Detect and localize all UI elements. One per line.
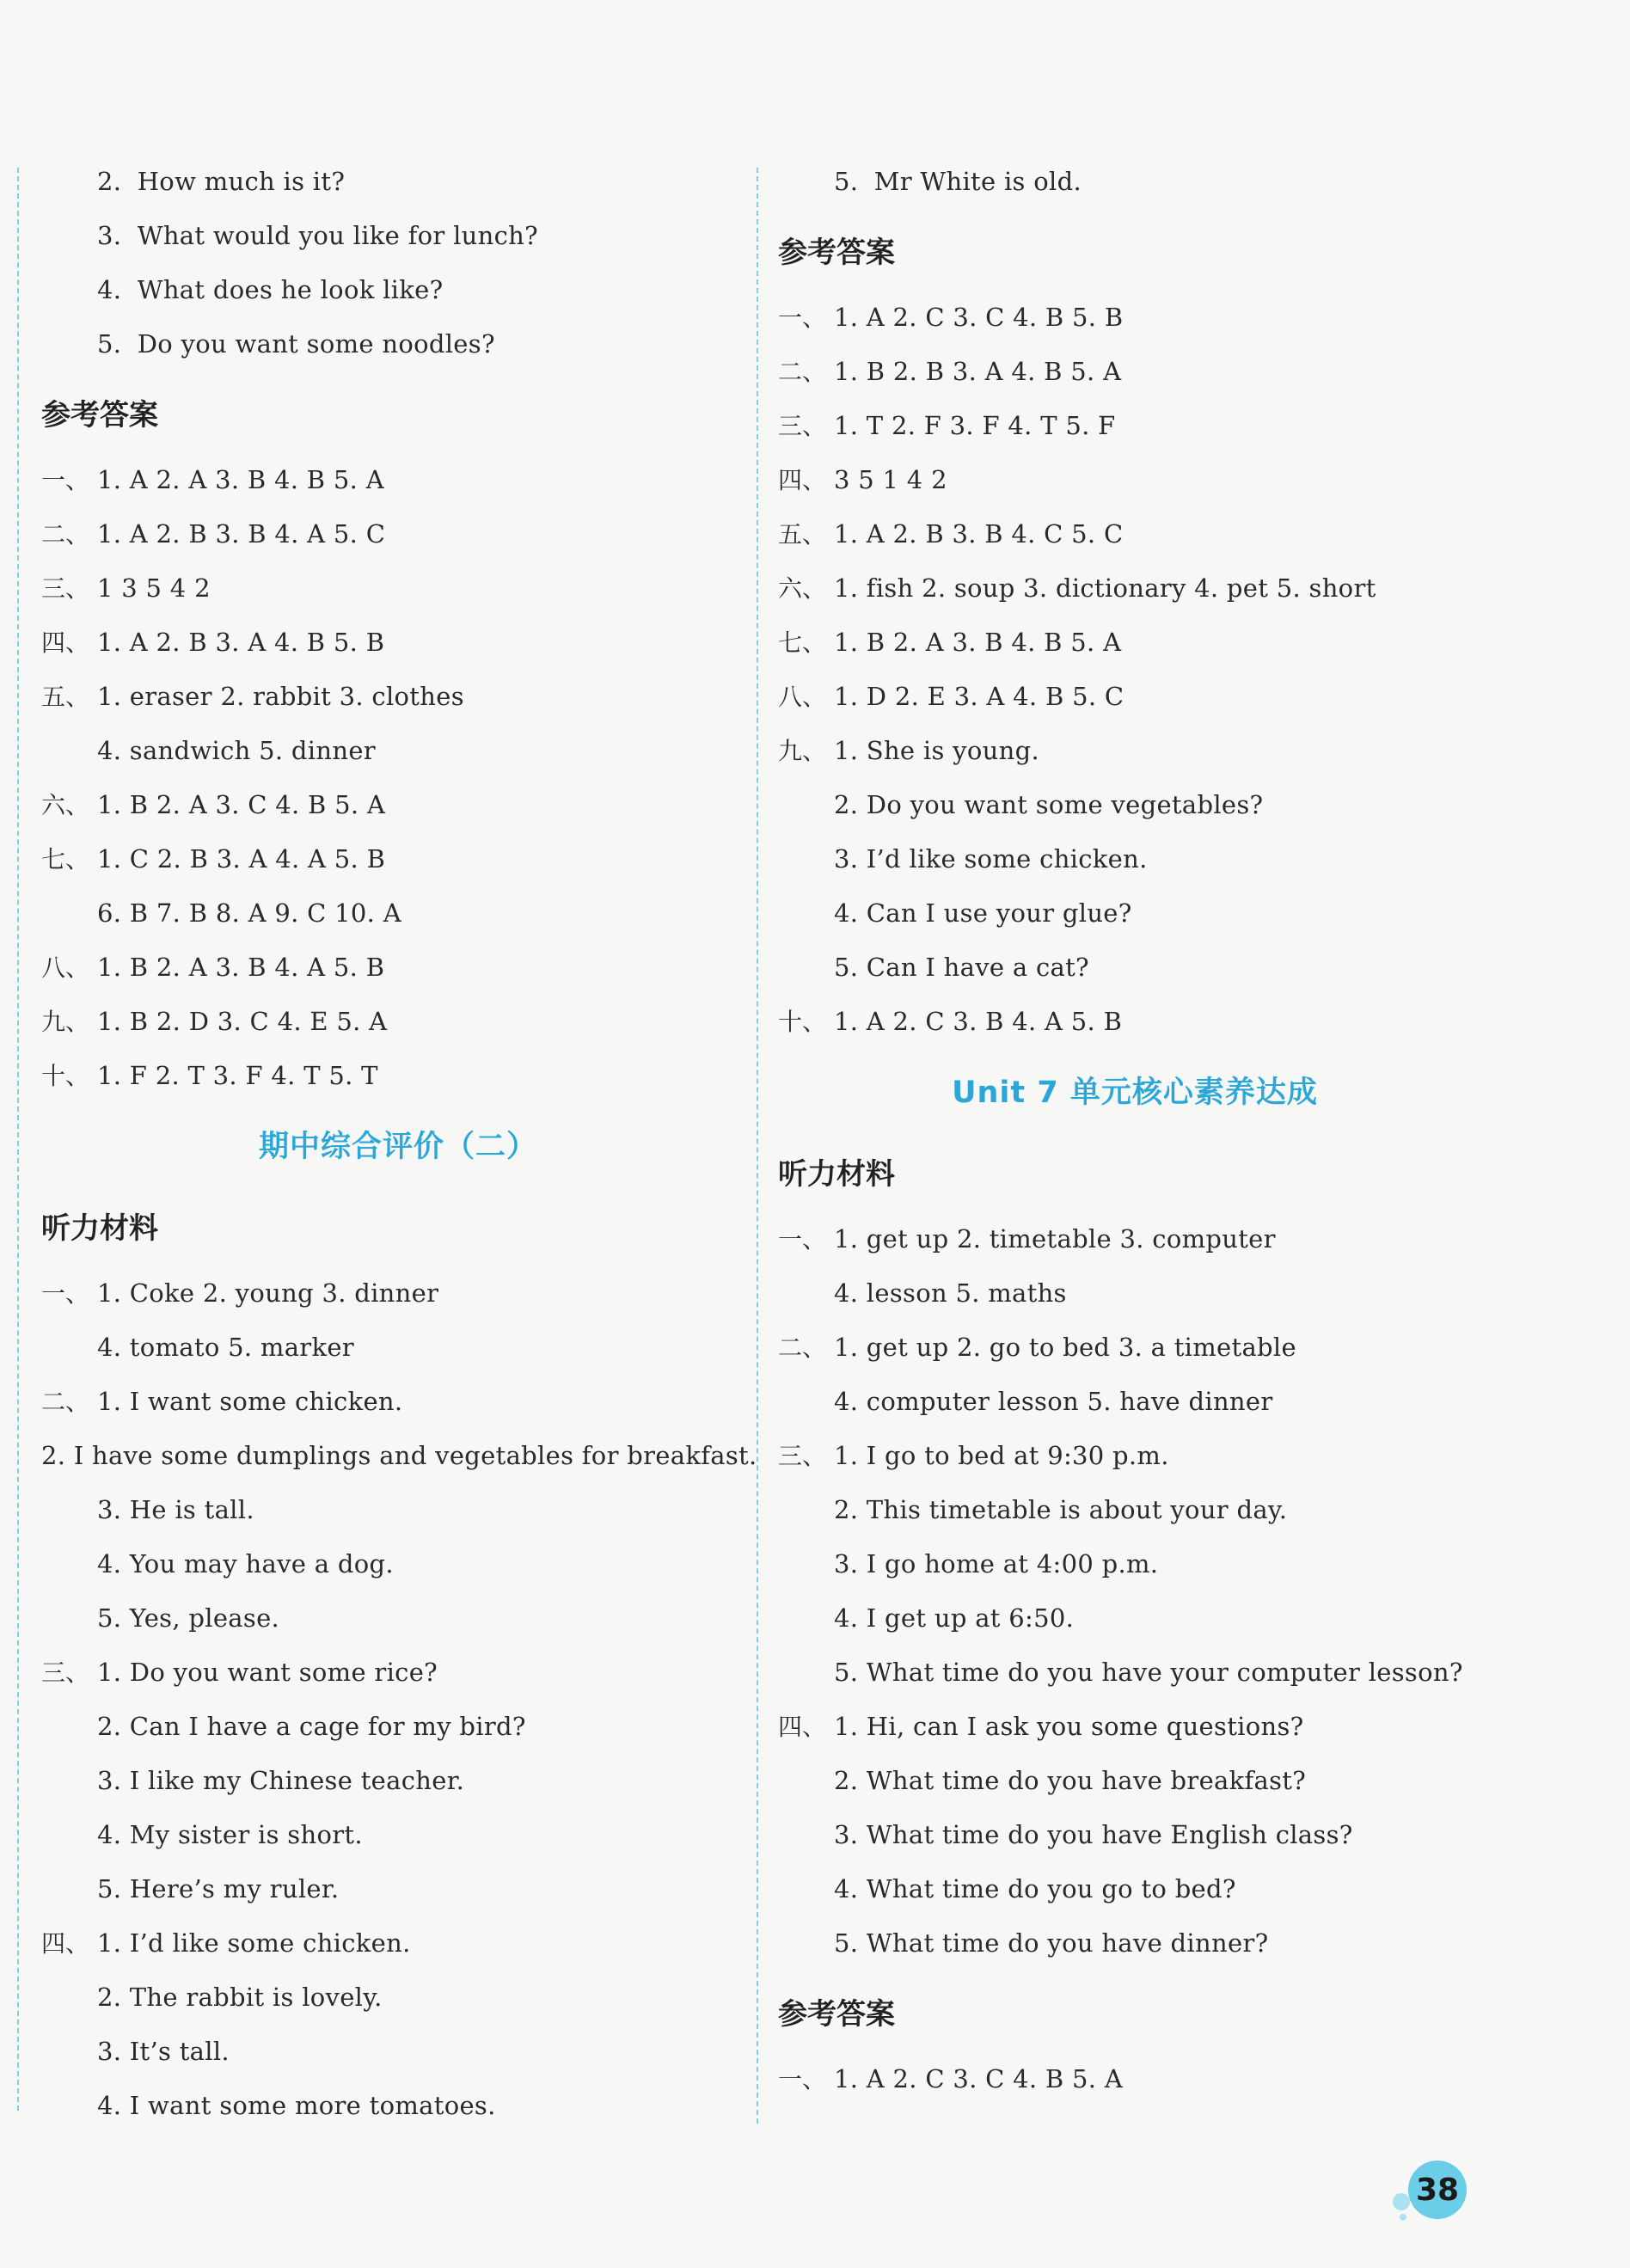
listening-row: 4. You may have a dog.: [97, 1549, 394, 1578]
answer-row: 一、 1. A 2. C 3. C 4. B 5. B: [778, 303, 1124, 332]
right-answers: [778, 291, 1492, 1049]
listening-row: 2. I have some dumplings and vegetables for breakfast.: [41, 1441, 757, 1470]
answer-row: 三、 1. T 2. F 3. F 4. T 5. F: [778, 411, 1116, 440]
listening-row: 5. What time do you have your computer lesson?: [834, 1658, 1463, 1687]
left-margin-rule: [17, 168, 19, 2111]
answer-row: 二、 1. B 2. B 3. A 4. B 5. A: [778, 357, 1122, 386]
page-number: 38: [1408, 2161, 1467, 2219]
listening-row: 4. I get up at 6:50.: [834, 1603, 1075, 1633]
answers-heading: 参考答案: [778, 236, 895, 270]
answer-row: 四、 1. A 2. B 3. A 4. B 5. B: [41, 628, 385, 657]
answer-row: 3. I’d like some chicken.: [834, 844, 1148, 873]
listening-row: 三、 1. I go to bed at 9:30 p.m.: [778, 1441, 1169, 1470]
listening-row: 4. lesson 5. maths: [834, 1278, 1067, 1308]
answer-row: 七、 1. B 2. A 3. B 4. B 5. A: [778, 628, 1122, 657]
left-listening: [41, 1266, 755, 2133]
left-column: [41, 155, 755, 2133]
right-listening: [778, 1212, 1492, 1971]
listening-row: 二、 1. get up 2. go to bed 3. a timetable: [778, 1333, 1296, 1362]
listening-heading: 听力材料: [41, 1211, 158, 1246]
listening-row: 4. computer lesson 5. have dinner: [834, 1387, 1273, 1416]
answer-row: 一、 1. A 2. A 3. B 4. B 5. A: [41, 465, 384, 494]
answer-row: 4. sandwich 5. dinner: [97, 736, 376, 765]
list-item: 3. What would you like for lunch?: [97, 221, 538, 250]
right-answers-2: [778, 2052, 1492, 2106]
decor-dot: [1400, 2214, 1406, 2221]
listening-row: 3. What time do you have English class?: [834, 1820, 1353, 1849]
answer-row: 三、 1 3 5 4 2: [41, 573, 211, 603]
decor-dot: [1393, 2193, 1410, 2210]
answers-heading: 参考答案: [778, 1997, 895, 2032]
answer-row: 五、 1. eraser 2. rabbit 3. clothes: [41, 682, 464, 711]
answer-row: 四、 3 5 1 4 2: [778, 465, 947, 494]
answer-row: 九、 1. She is young.: [778, 736, 1039, 765]
answer-row: 八、 1. B 2. A 3. B 4. A 5. B: [41, 953, 385, 982]
listening-row: 5. Yes, please.: [97, 1603, 280, 1633]
right-column: [778, 155, 1492, 2106]
listening-row: 3. He is tall.: [97, 1495, 254, 1524]
answer-row: 七、 1. C 2. B 3. A 4. A 5. B: [41, 844, 386, 873]
listening-row: 一、 1. Coke 2. young 3. dinner: [41, 1278, 439, 1308]
listening-row: 5. Here’s my ruler.: [97, 1874, 340, 1903]
left-answers: [41, 453, 755, 1103]
section-title: Unit 7 单元核心素养达成: [952, 1075, 1318, 1110]
answer-row: 4. Can I use your glue?: [834, 898, 1132, 928]
right-listening-tail: [778, 155, 1492, 209]
answer-row: 6. B 7. B 8. A 9. C 10. A: [97, 898, 401, 928]
listening-row: 四、 1. Hi, can I ask you some questions?: [778, 1712, 1304, 1741]
listening-row: 2. This timetable is about your day.: [834, 1495, 1288, 1524]
listening-row: 四、 1. I’d like some chicken.: [41, 1928, 411, 1958]
list-item: 5. Do you want some noodles?: [97, 329, 495, 359]
answer-row: 5. Can I have a cat?: [834, 953, 1089, 982]
list-item: 2. How much is it?: [97, 167, 346, 196]
answer-row: 九、 1. B 2. D 3. C 4. E 5. A: [41, 1007, 388, 1036]
answer-row: 八、 1. D 2. E 3. A 4. B 5. C: [778, 682, 1124, 711]
left-listening-tail: [41, 155, 755, 371]
listening-row: 一、 1. get up 2. timetable 3. computer: [778, 1224, 1276, 1254]
listening-row: 3. I like my Chinese teacher.: [97, 1766, 465, 1795]
listening-row: 3. I go home at 4:00 p.m.: [834, 1549, 1159, 1578]
listening-row: 5. What time do you have dinner?: [834, 1928, 1269, 1958]
answer-row: 二、 1. A 2. B 3. B 4. A 5. C: [41, 519, 386, 549]
listening-row: 4. tomato 5. marker: [97, 1333, 354, 1362]
listening-row: 2. What time do you have breakfast?: [834, 1766, 1307, 1795]
section-title: 期中综合评价（二）: [258, 1129, 537, 1164]
answer-row: 2. Do you want some vegetables?: [834, 790, 1264, 819]
list-item: 5. Mr White is old.: [834, 167, 1082, 196]
answer-row: 十、 1. F 2. T 3. F 4. T 5. T: [41, 1061, 378, 1090]
column-divider: [757, 168, 758, 2124]
listening-row: 二、 1. I want some chicken.: [41, 1387, 403, 1416]
answer-row: 五、 1. A 2. B 3. B 4. C 5. C: [778, 519, 1124, 549]
listening-row: 4. What time do you go to bed?: [834, 1874, 1236, 1903]
page-number-badge: [1393, 2161, 1479, 2219]
list-item: 4. What does he look like?: [97, 275, 444, 304]
listening-row: 2. Can I have a cage for my bird?: [97, 1712, 526, 1741]
listening-row: 4. I want some more tomatoes.: [97, 2091, 496, 2120]
answer-row: 六、 1. fish 2. soup 3. dictionary 4. pet 5. short: [778, 573, 1376, 603]
answer-row: 一、 1. A 2. C 3. C 4. B 5. A: [778, 2064, 1124, 2093]
listening-heading: 听力材料: [778, 1157, 895, 1192]
answers-heading: 参考答案: [41, 398, 158, 432]
listening-row: 4. My sister is short.: [97, 1820, 363, 1849]
listening-row: 三、 1. Do you want some rice?: [41, 1658, 438, 1687]
listening-row: 2. The rabbit is lovely.: [97, 1983, 383, 2012]
answer-row: 十、 1. A 2. C 3. B 4. A 5. B: [778, 1007, 1123, 1036]
answer-row: 六、 1. B 2. A 3. C 4. B 5. A: [41, 790, 386, 819]
listening-row: 3. It’s tall.: [97, 2037, 230, 2066]
